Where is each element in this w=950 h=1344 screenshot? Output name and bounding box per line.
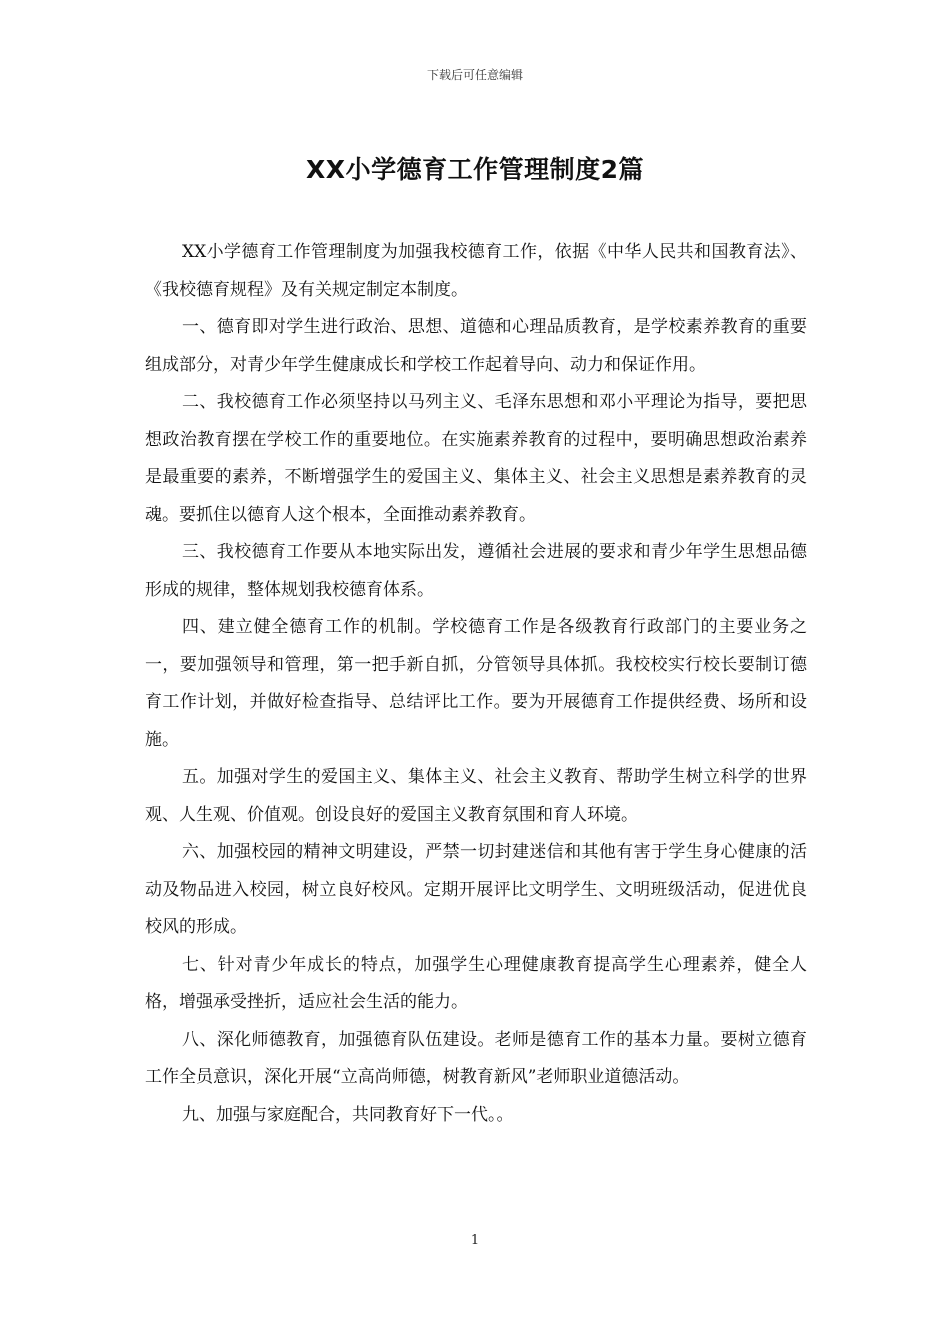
paragraph-8: 八、深化师德教育，加强德育队伍建设。老师是德育工作的基本力量。要树立德育工作全员意识，深化开展“立高尚师德，树教育新风”老师职业道德活动。 bbox=[145, 1029, 807, 1087]
paragraph-7: 七、针对青少年成长的特点，加强学生心理健康教育提高学生心理素养，健全人格，增强承受挫折，适应社会生活的能力。 bbox=[145, 954, 807, 1012]
paragraph-intro: XX小学德育工作管理制度为加强我校德育工作，依据《中华人民共和国教育法》、《我校德育规程》及有关规定制定本制度。 bbox=[145, 242, 807, 300]
page-number: 1 bbox=[470, 1233, 480, 1248]
document-title: XX小学德育工作管理制度2篇 bbox=[306, 155, 644, 184]
paragraph-3: 三、我校德育工作要从本地实际出发，遵循社会进展的要求和青少年学生思想品德形成的规律，整体规划我校德育体系。 bbox=[145, 542, 807, 600]
document-body bbox=[145, 234, 807, 1134]
paragraph-2: 二、我校德育工作必须坚持以马列主义、毛泽东思想和邓小平理论为指导，要把思想政治教育摆在学校工作的重要地位。在实施素养教育的过程中，要明确思想政治素养是最重要的素养，不断增强学生的爱国主义、集体主义、社会主义思想是素养教育的灵魂。要抓住以德育人这个根本，全面推动素养教育。 bbox=[145, 392, 807, 525]
paragraph-9: 九、加强与家庭配合，共同教育好下一代。。 bbox=[182, 1104, 514, 1125]
paragraph-5: 五。加强对学生的爱国主义、集体主义、社会主义教育、帮助学生树立科学的世界观、人生观、价值观。创设良好的爱国主义教育氛围和育人环境。 bbox=[145, 767, 807, 825]
paragraph-1: 一、德育即对学生进行政治、思想、道德和心理品质教育，是学校素养教育的重要组成部分，对青少年学生健康成长和学校工作起着导向、动力和保证作用。 bbox=[145, 317, 807, 375]
header-note: 下载后可任意编辑 bbox=[426, 68, 523, 82]
paragraph-6: 六、加强校园的精神文明建设，严禁一切封建迷信和其他有害于学生身心健康的活动及物品进入校园，树立良好校风。定期开展评比文明学生、文明班级活动，促进优良校风的形成。 bbox=[145, 842, 807, 937]
paragraph-4: 四、建立健全德育工作的机制。学校德育工作是各级教育行政部门的主要业务之一，要加强领导和管理，第一把手新自抓，分管领导具体抓。我校校实行校长要制订德育工作计划，并做好检查指导、总结评比工作。要为开展德育工作提供经费、场所和设施。 bbox=[145, 617, 807, 750]
